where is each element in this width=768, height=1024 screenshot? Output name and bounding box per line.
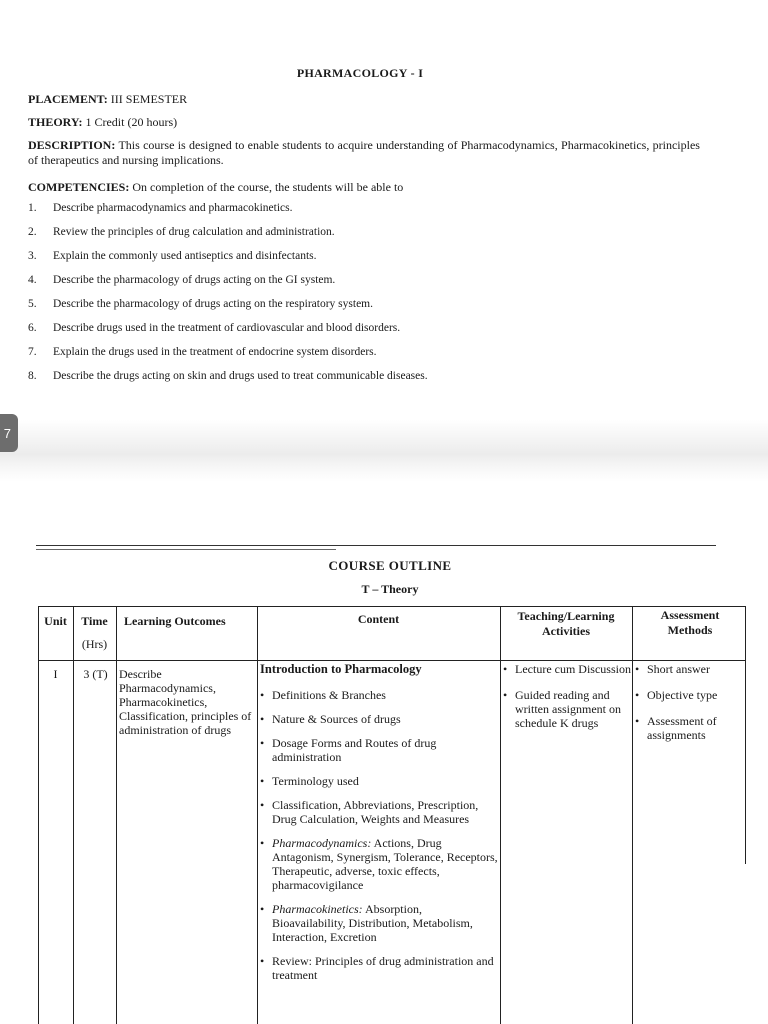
header-learning-outcomes: Learning Outcomes <box>124 614 226 628</box>
placement-label: PLACEMENT: <box>28 92 108 106</box>
activities-cell <box>503 662 631 740</box>
assessment-item: • Objective type <box>635 688 745 702</box>
list-item: 4. Describe the pharmacology of drugs acting on the GI system. <box>28 274 336 286</box>
header-activities: Teaching/Learning Activities <box>517 609 615 638</box>
list-item: 6. Describe drugs used in the treatment of cardiovascular and blood disorders. <box>28 322 401 334</box>
content-item: • Definitions & Branches <box>260 688 498 702</box>
list-item: 5. Describe the pharmacology of drugs acting on the respiratory system. <box>28 298 373 310</box>
description-paragraph <box>28 138 700 168</box>
top-rule <box>36 545 716 546</box>
page-number-badge[interactable]: 7 <box>0 414 18 452</box>
activity-item: • Guided reading and written assignment on schedule K drugs <box>503 688 631 730</box>
list-item: 8. Describe the drugs acting on skin and drugs used to treat communicable diseases. <box>28 370 428 382</box>
competencies-line <box>28 180 403 195</box>
placement-line <box>28 92 187 107</box>
content-item: • Classification, Abbreviations, Prescription, Drug Calculation, Weights and Measures <box>260 798 498 826</box>
list-item: 1. Describe pharmacodynamics and pharmacokinetics. <box>28 202 293 214</box>
content-item: • Review: Principles of drug administration and treatment <box>260 954 498 982</box>
content-heading: Introduction to Pharmacology <box>260 662 422 676</box>
placement-value: III SEMESTER <box>110 92 188 106</box>
activity-item: • Lecture cum Discussion <box>503 662 631 676</box>
unit-cell: I <box>53 667 58 681</box>
competencies-label: COMPETENCIES: <box>28 180 130 194</box>
description-text: This course is designed to enable students to acquire understanding of Pharmacodynamics, Pharmacokinetics, principles of therapeutics and nursing implications. <box>28 138 700 167</box>
competencies-list <box>28 202 428 394</box>
content-cell <box>260 662 498 992</box>
outline-subtitle: T – Theory <box>361 582 419 596</box>
time-cell: 3 (T) <box>83 667 108 681</box>
syllabus-page-1 <box>0 0 768 420</box>
list-item: 7. Explain the drugs used in the treatment of endocrine system disorders. <box>28 346 377 358</box>
header-unit: Unit <box>44 614 67 628</box>
list-item: 2. Review the principles of drug calculation and administration. <box>28 226 335 238</box>
header-content: Content <box>357 612 400 626</box>
assessment-item: • Assessment of assignments <box>635 714 745 742</box>
content-item: • Terminology used <box>260 774 498 788</box>
assessment-cell <box>635 662 745 752</box>
list-item: 3. Explain the commonly used antiseptics and disinfectants. <box>28 250 317 262</box>
outline-title: COURSE OUTLINE <box>328 558 452 573</box>
header-time-unit: (Hrs) <box>81 637 108 651</box>
header-assessment: Assessment Methods <box>660 608 720 637</box>
assessment-item: • Short answer <box>635 662 745 676</box>
theory-value: 1 Credit (20 hours) <box>85 115 178 129</box>
page-separator <box>0 420 768 482</box>
content-item: • Pharmacokinetics: Absorption, Bioavailability, Distribution, Metabolism, Interaction, Excretion <box>260 902 498 944</box>
top-rule-secondary <box>36 549 336 550</box>
content-item: • Nature & Sources of drugs <box>260 712 498 726</box>
syllabus-page-2 <box>0 482 768 1024</box>
content-item: • Dosage Forms and Routes of drug administration <box>260 736 498 764</box>
description-label: DESCRIPTION: <box>28 138 116 152</box>
learning-outcomes-cell: Describe Pharmacodynamics, Pharmacokinetics, Classification, principles of administration of drugs <box>119 667 252 737</box>
content-item: • Pharmacodynamics: Actions, Drug Antagonism, Synergism, Tolerance, Receptors, Therapeutic, adverse, toxic effects, pharmacovigilance <box>260 836 498 892</box>
course-title: PHARMACOLOGY - I <box>296 66 424 80</box>
header-time: Time <box>81 614 108 628</box>
theory-label: THEORY: <box>28 115 83 129</box>
competencies-text: On completion of the course, the students will be able to <box>132 180 404 194</box>
theory-line <box>28 115 177 130</box>
